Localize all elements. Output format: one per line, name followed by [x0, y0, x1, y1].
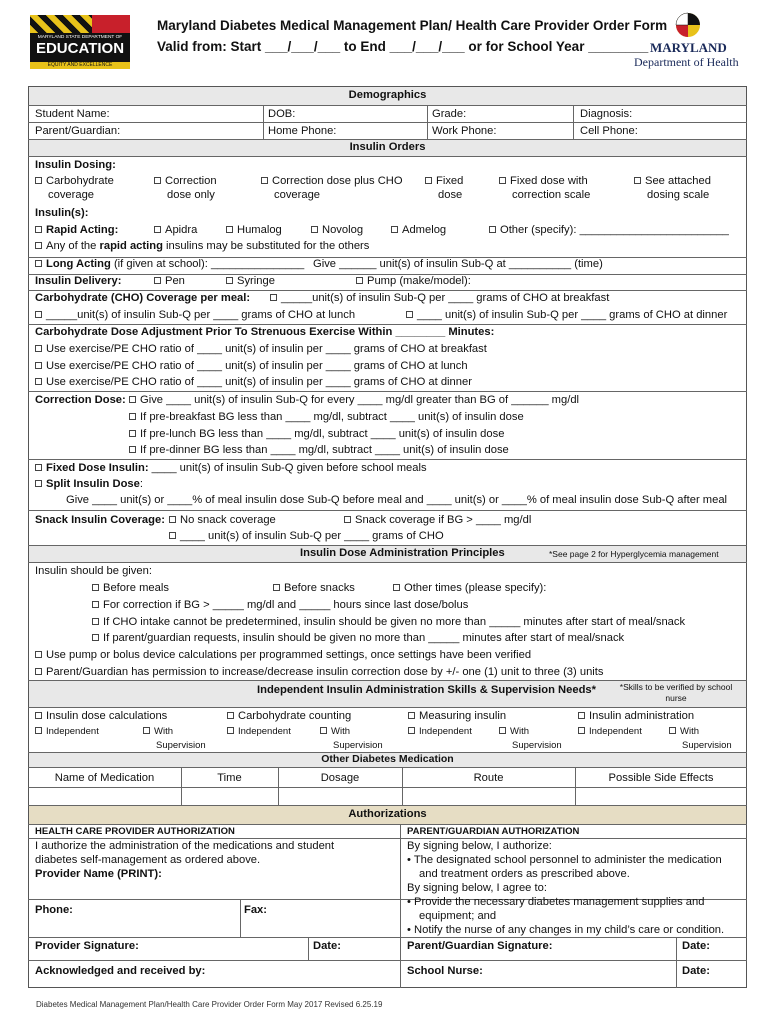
- checkbox-icon[interactable]: [489, 226, 496, 233]
- checkbox-icon[interactable]: [406, 311, 413, 318]
- checkbox-icon[interactable]: [154, 277, 161, 284]
- checkbox-icon[interactable]: [35, 226, 42, 233]
- checkbox-icon[interactable]: [35, 464, 42, 471]
- checkbox-icon[interactable]: [35, 480, 42, 487]
- checkbox-icon[interactable]: [578, 712, 585, 719]
- rapid-acting-option[interactable]: Rapid Acting:: [35, 224, 118, 236]
- checkbox-icon[interactable]: [169, 532, 176, 539]
- parent-text-1: By signing below, I authorize:: [407, 840, 552, 852]
- checkbox-icon[interactable]: [35, 362, 42, 369]
- skill1-supervision[interactable]: With: [143, 726, 173, 737]
- parent-date-field[interactable]: Date:: [682, 940, 710, 952]
- skill1-independent[interactable]: Independent: [35, 726, 99, 737]
- snack-units-option[interactable]: ____ unit(s) of insulin Sub-Q per ____ grams of CHO: [169, 530, 444, 542]
- parent-permission-option[interactable]: Parent/Guardian has permission to increase/decrease insulin correction dose by +/- one (1) unit to three (3) units: [35, 666, 604, 678]
- col-time: Time: [217, 772, 242, 784]
- checkbox-icon[interactable]: [226, 277, 233, 284]
- novolog-option[interactable]: Novolog: [311, 224, 363, 236]
- checkbox-icon[interactable]: [35, 242, 42, 249]
- split-dose-give[interactable]: Give ____ unit(s) or ____% of meal insulin dose Sub-Q before meal and ____ unit(s) or ____% of meal insulin dose Sub-Q after meal: [66, 494, 728, 506]
- parent-bullet-2-cont: equipment; and: [419, 910, 497, 922]
- checkbox-icon[interactable]: [129, 413, 136, 420]
- insulin-dosing-label: Insulin Dosing:: [35, 159, 116, 171]
- skill4-independent[interactable]: Independent: [578, 726, 642, 737]
- checkbox-icon[interactable]: [35, 712, 42, 719]
- demographics-heading: Demographics: [348, 89, 427, 101]
- cho-intake-option[interactable]: If CHO intake cannot be predetermined, insulin should be given no more than _____ minutes after start of meal/snack: [92, 616, 685, 628]
- administration-heading: Insulin Dose Administration Principles: [300, 547, 505, 559]
- cho-breakfast-option[interactable]: _____unit(s) of insulin Sub-Q per ____ grams of CHO at breakfast: [270, 292, 609, 304]
- checkbox-icon[interactable]: [578, 727, 585, 734]
- correction-if-option[interactable]: For correction if BG > _____ mg/dl and _____ hours since last dose/bolus: [92, 599, 468, 611]
- split-dose-option[interactable]: Split Insulin Dose:: [35, 478, 143, 490]
- msde-logo-line3: EQUITY AND EXCELLENCE: [30, 62, 130, 69]
- dosing-option-see-attached[interactable]: See attached dosing scale: [634, 175, 711, 201]
- checkbox-icon[interactable]: [391, 226, 398, 233]
- mdh-logo-line1: MARYLAND: [650, 40, 727, 55]
- msde-logo-line1: MARYLAND STATE DEPARTMENT OF: [37, 35, 123, 40]
- parent-bullet-2: • Provide the necessary diabetes management supplies and: [407, 896, 705, 908]
- dosing-option-correction-plus-cho[interactable]: Correction dose plus CHO coverage: [261, 175, 403, 201]
- hcp-text-1: I authorize the administration of the medications and student: [35, 840, 335, 852]
- form-footer: Diabetes Medical Management Plan/Health Care Provider Order Form May 2017 Revised 6.25.19: [36, 1000, 383, 1009]
- cho-coverage-label: Carbohydrate (CHO) Coverage per meal:: [35, 292, 251, 304]
- mdh-logo-line2: Department of Health: [634, 55, 739, 69]
- checkbox-icon[interactable]: [143, 727, 150, 734]
- validity-line: Valid from: Start ___/___/___ to End ___/___/___ or for School Year ________: [157, 39, 649, 54]
- checkbox-icon[interactable]: [129, 446, 136, 453]
- apidra-option[interactable]: Apidra: [154, 224, 197, 236]
- checkbox-icon[interactable]: [129, 396, 136, 403]
- snack-coverage-option[interactable]: Snack coverage if BG > ____ mg/dl: [344, 514, 531, 526]
- checkbox-icon[interactable]: [35, 177, 42, 184]
- correction-lunch-option[interactable]: If pre-lunch BG less than ____ mg/dl, subtract ____ unit(s) of insulin dose: [129, 428, 504, 440]
- checkbox-icon[interactable]: [356, 277, 363, 284]
- checkbox-icon[interactable]: [129, 430, 136, 437]
- skill-measuring-insulin[interactable]: Measuring insulin: [408, 710, 506, 722]
- skill2-supervision-label: Supervision: [333, 740, 383, 751]
- home-phone-field[interactable]: Home Phone:: [268, 125, 337, 137]
- acknowledged-field[interactable]: Acknowledged and received by:: [35, 965, 206, 977]
- skill-insulin-administration[interactable]: Insulin administration: [578, 710, 694, 722]
- parent-text-2: By signing below, I agree to:: [407, 882, 547, 894]
- col-dosage: Dosage: [320, 772, 360, 784]
- humalog-option[interactable]: Humalog: [226, 224, 282, 236]
- syringe-option[interactable]: Syringe: [226, 275, 275, 287]
- insulin-delivery-label: Insulin Delivery:: [35, 275, 122, 287]
- authorizations-heading: Authorizations: [348, 808, 427, 820]
- checkbox-icon[interactable]: [408, 727, 415, 734]
- checkbox-icon[interactable]: [344, 516, 351, 523]
- checkbox-icon[interactable]: [92, 601, 99, 608]
- correction-dinner-option[interactable]: If pre-dinner BG less than ____ mg/dl, subtract ____ unit(s) of insulin dose: [129, 444, 509, 456]
- grade-field[interactable]: Grade:: [432, 108, 467, 120]
- school-nurse-field[interactable]: School Nurse:: [407, 965, 483, 977]
- checkbox-icon[interactable]: [634, 177, 641, 184]
- parent-signature-field[interactable]: Parent/Guardian Signature:: [407, 940, 553, 952]
- skill2-supervision[interactable]: With: [320, 726, 350, 737]
- hcp-heading: HEALTH CARE PROVIDER AUTHORIZATION: [35, 826, 235, 837]
- medication-heading: Other Diabetes Medication: [321, 753, 454, 765]
- before-meals-option[interactable]: Before meals: [92, 582, 169, 594]
- admelog-option[interactable]: Admelog: [391, 224, 446, 236]
- cho-lunch-option[interactable]: _____unit(s) of insulin Sub-Q per ____ grams of CHO at lunch: [35, 309, 355, 321]
- skill3-supervision-label: Supervision: [512, 740, 562, 751]
- insulin-orders-heading: Insulin Orders: [349, 141, 426, 153]
- checkbox-icon[interactable]: [320, 727, 327, 734]
- checkbox-icon[interactable]: [311, 226, 318, 233]
- mdh-logo: [632, 12, 744, 70]
- nurse-date-field[interactable]: Date:: [682, 965, 710, 977]
- before-snacks-option[interactable]: Before snacks: [273, 582, 355, 594]
- checkbox-icon[interactable]: [92, 618, 99, 625]
- medication-entry-row[interactable]: [29, 788, 746, 804]
- col-route: Route: [473, 772, 504, 784]
- exercise-lunch-option[interactable]: Use exercise/PE CHO ratio of ____ unit(s) of insulin per ____ grams of CHO at lunch: [35, 360, 468, 372]
- dosing-option-correction[interactable]: Correction dose only: [154, 175, 217, 201]
- provider-date-field[interactable]: Date:: [313, 940, 341, 952]
- cho-dinner-option[interactable]: ____ unit(s) of insulin Sub-Q per ____ grams of CHO at dinner: [406, 309, 727, 321]
- strenuous-exercise-label: Carbohydrate Dose Adjustment Prior To Strenuous Exercise Within ________ Minutes:: [35, 326, 495, 338]
- any-rapid-option[interactable]: Any of the rapid acting insulins may be substituted for the others: [35, 240, 369, 252]
- pen-option[interactable]: Pen: [154, 275, 185, 287]
- use-pump-option[interactable]: Use pump or bolus device calculations per programmed settings, once settings have been verified: [35, 649, 531, 661]
- checkbox-icon[interactable]: [393, 584, 400, 591]
- fax-field[interactable]: Fax:: [244, 904, 268, 916]
- checkbox-icon[interactable]: [35, 311, 42, 318]
- checkbox-icon[interactable]: [270, 294, 277, 301]
- other-times-option[interactable]: Other times (please specify):: [393, 582, 546, 594]
- dosing-option-carbohydrate[interactable]: Carbohydrate coverage: [35, 175, 114, 201]
- skill4-supervision[interactable]: With: [669, 726, 699, 737]
- provider-name-field[interactable]: Provider Name (PRINT):: [35, 868, 162, 880]
- fixed-dose-option[interactable]: Fixed Dose Insulin: ____ unit(s) of insulin Sub-Q given before school meals: [35, 462, 427, 474]
- work-phone-field[interactable]: Work Phone:: [432, 125, 497, 137]
- form-title: Maryland Diabetes Medical Management Plan/ Health Care Provider Order Form: [157, 18, 668, 33]
- checkbox-icon[interactable]: [499, 727, 506, 734]
- checkbox-icon[interactable]: [92, 584, 99, 591]
- skills-note: *Skills to be verified by school nurse: [619, 682, 733, 703]
- correction-breakfast-option[interactable]: If pre-breakfast BG less than ____ mg/dl, subtract ____ unit(s) of insulin dose: [129, 411, 524, 423]
- skill-carb-counting[interactable]: Carbohydrate counting: [227, 710, 351, 722]
- snack-coverage-label: Snack Insulin Coverage:: [35, 514, 165, 526]
- hcp-text-2: diabetes self-management as ordered above.: [35, 854, 261, 866]
- checkbox-icon[interactable]: [35, 727, 42, 734]
- insulin-given-label: Insulin should be given:: [35, 565, 152, 577]
- parent-bullet-1: • The designated school personnel to administer the medication: [407, 854, 722, 866]
- checkbox-icon[interactable]: [669, 727, 676, 734]
- checkbox-icon[interactable]: [35, 651, 42, 658]
- dob-field[interactable]: DOB:: [268, 108, 296, 120]
- checkbox-icon[interactable]: [154, 177, 161, 184]
- checkbox-icon[interactable]: [226, 226, 233, 233]
- phone-field[interactable]: Phone:: [35, 904, 73, 916]
- skill4-supervision-label: Supervision: [682, 740, 732, 751]
- checkbox-icon[interactable]: [273, 584, 280, 591]
- checkbox-icon[interactable]: [425, 177, 432, 184]
- dosing-option-fixed-with-correction[interactable]: Fixed dose with correction scale: [499, 175, 590, 201]
- diagnosis-field[interactable]: Diagnosis:: [580, 108, 633, 120]
- skill3-independent[interactable]: Independent: [408, 726, 472, 737]
- parent-field[interactable]: Parent/Guardian:: [35, 125, 121, 137]
- checkbox-icon[interactable]: [169, 516, 176, 523]
- checkbox-icon[interactable]: [35, 378, 42, 385]
- long-acting-give[interactable]: Give ______ unit(s) of insulin Sub-Q at __________ (time): [313, 258, 603, 270]
- student-name-field[interactable]: Student Name:: [35, 108, 110, 120]
- long-acting-option[interactable]: Long Acting (if given at school): _______________: [35, 258, 304, 270]
- skill3-supervision[interactable]: With: [499, 726, 529, 737]
- checkbox-icon[interactable]: [408, 712, 415, 719]
- pump-option[interactable]: Pump (make/model):: [356, 275, 471, 287]
- checkbox-icon[interactable]: [261, 177, 268, 184]
- provider-signature-field[interactable]: Provider Signature:: [35, 940, 139, 952]
- skill-dose-calculations[interactable]: Insulin dose calculations: [35, 710, 167, 722]
- checkbox-icon[interactable]: [499, 177, 506, 184]
- no-snack-option[interactable]: No snack coverage: [169, 514, 276, 526]
- parent-bullet-1-cont: and treatment orders as prescribed above.: [419, 868, 630, 880]
- correction-dose-label: Correction Dose:: [35, 394, 126, 406]
- msde-logo-line2: EDUCATION: [35, 40, 125, 57]
- checkbox-icon[interactable]: [35, 345, 42, 352]
- insulins-label: Insulin(s):: [35, 207, 89, 219]
- dosing-option-fixed[interactable]: Fixed dose: [425, 175, 463, 201]
- checkbox-icon[interactable]: [35, 260, 42, 267]
- parent-bullet-3: • Notify the nurse of any changes in my child’s care or condition.: [407, 924, 725, 936]
- exercise-dinner-option[interactable]: Use exercise/PE CHO ratio of ____ unit(s) of insulin per ____ grams of CHO at dinner: [35, 376, 472, 388]
- parent-request-option[interactable]: If parent/guardian requests, insulin should be given no more than _____ minutes after start of meal/snack: [92, 632, 624, 644]
- parent-heading: PARENT/GUARDIAN AUTHORIZATION: [407, 826, 580, 837]
- other-insulin-option[interactable]: Other (specify): ________________________: [489, 224, 729, 236]
- correction-give-option[interactable]: Give ____ unit(s) of insulin Sub-Q for every ____ mg/dl greater than BG of ______ mg/dl: [129, 394, 579, 406]
- col-name-of-medication: Name of Medication: [54, 772, 155, 784]
- hyperglycemia-note: *See page 2 for Hyperglycemia management: [549, 549, 719, 559]
- col-side-effects: Possible Side Effects: [608, 772, 714, 784]
- cell-phone-field[interactable]: Cell Phone:: [580, 125, 638, 137]
- msde-logo: [30, 15, 130, 69]
- checkbox-icon[interactable]: [92, 634, 99, 641]
- checkbox-icon[interactable]: [227, 712, 234, 719]
- checkbox-icon[interactable]: [35, 668, 42, 675]
- checkbox-icon[interactable]: [227, 727, 234, 734]
- checkbox-icon[interactable]: [154, 226, 161, 233]
- skill2-independent[interactable]: Independent: [227, 726, 291, 737]
- skills-heading: Independent Insulin Administration Skills & Supervision Needs*: [257, 684, 596, 696]
- exercise-breakfast-option[interactable]: Use exercise/PE CHO ratio of ____ unit(s) of insulin per ____ grams of CHO at breakfast: [35, 343, 487, 355]
- maryland-flag-icon: [675, 12, 701, 38]
- skill1-supervision-label: Supervision: [156, 740, 206, 751]
